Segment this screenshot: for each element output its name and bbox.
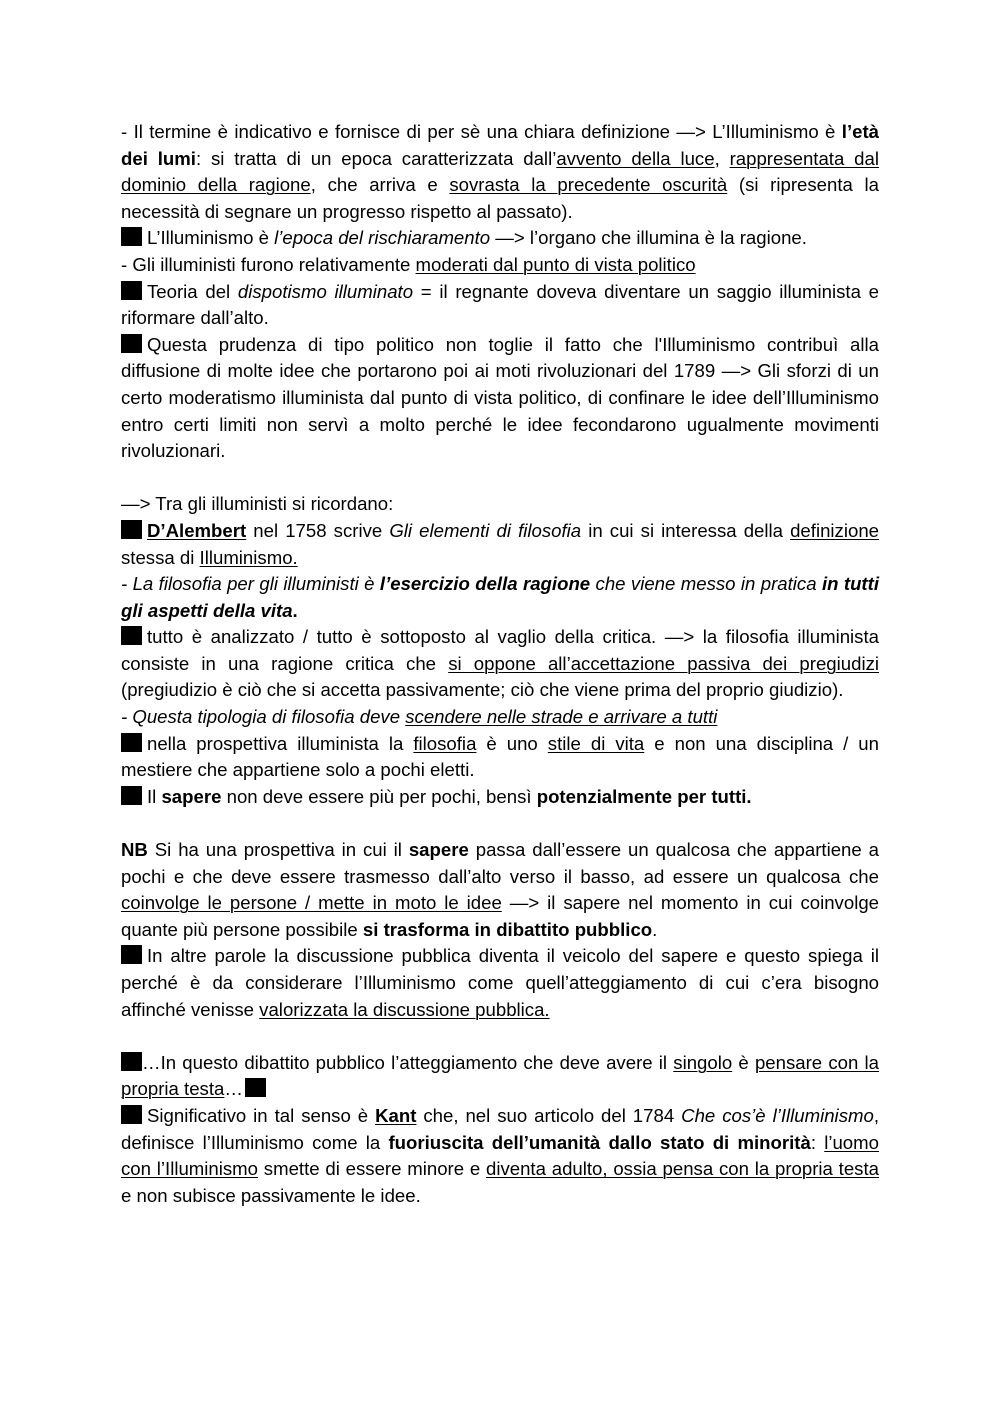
black-square-bullet-icon <box>121 281 142 300</box>
text-run: : <box>810 1131 825 1153</box>
black-square-bullet-icon <box>121 945 142 964</box>
paragraph-tra-illuministi <box>121 491 879 518</box>
paragraph-filosofia-ragione <box>121 571 879 624</box>
black-square-bullet-icon <box>121 227 142 246</box>
bold-text: sapere <box>161 785 222 807</box>
text-run: - Il termine è indicativo e fornisce di per sè una chiara definizione —> L’Illuminismo è <box>121 121 842 142</box>
text-run: e non subisce passivamente le idee. <box>121 1184 421 1206</box>
italic-title: Gli elementi di filosofia <box>389 519 582 541</box>
text-run: nella prospettiva illuminista la <box>147 732 414 754</box>
paragraph-dibattito <box>121 1050 879 1103</box>
underlined-text: stile di vita <box>547 732 645 754</box>
bold-italic-text: l’esercizio della ragione <box>379 573 591 595</box>
text-run: passa dall’essere un qualcosa che appartiene a pochi e che deve essere trasmesso dall’alto verso il basso, ad essere un qualcosa che <box>121 839 879 887</box>
paragraph-nb <box>121 837 879 943</box>
underlined-text: rappresentata dal dominio della ragione <box>121 147 879 196</box>
black-square-bullet-icon <box>121 786 142 805</box>
underlined-text: l’uomo con l’Illuminismo <box>121 1131 879 1180</box>
italic-title: Che cos’è l’Illuminismo <box>681 1104 874 1126</box>
paragraph-prudenza <box>121 332 879 465</box>
text-run: L’Illuminismo è <box>147 227 275 249</box>
paragraph-definizione <box>121 119 879 225</box>
text-run: , che arriva e <box>310 174 450 196</box>
underlined-text: definizione <box>790 519 879 541</box>
text-run: è uno <box>476 732 548 754</box>
text-run: —> l’organo che illumina è la ragione. <box>490 227 807 249</box>
bold-italic-text: in tutti gli aspetti della vita <box>121 573 879 621</box>
paragraph-critica <box>121 624 879 704</box>
underlined-text: diventa adulto, ossia pensa con la propria testa <box>485 1158 879 1180</box>
paragraph-rischiaramento <box>121 225 879 252</box>
bold-underlined-name: D’Alembert <box>147 519 247 541</box>
blank-line <box>121 1023 879 1050</box>
text-run: tutto è analizzato / tutto è sottoposto al vaglio della critica. —> la filosofia illuminista consiste in una ragione critica che <box>121 626 879 674</box>
underlined-text: Illuminismo. <box>199 546 298 568</box>
text-run: smette di essere minore e <box>258 1158 486 1180</box>
text-run: . <box>652 918 658 940</box>
black-square-bullet-icon <box>121 520 142 539</box>
text-run: , <box>714 147 730 169</box>
text-run: stessa di <box>121 546 200 568</box>
italic-text: - Questa tipologia di filosofia deve <box>121 706 406 728</box>
text-run: che, nel suo articolo del 1784 <box>416 1104 682 1126</box>
text-run: Teoria del <box>147 280 238 302</box>
paragraph-stile-di-vita <box>121 731 879 784</box>
underlined-text: pensare con la propria testa <box>121 1051 879 1100</box>
text-run: Il <box>147 785 162 807</box>
text-run: , definisce l’Illuminismo come la <box>121 1104 879 1153</box>
paragraph-dalembert <box>121 518 879 571</box>
text-run: non deve essere più per pochi, bensì <box>221 785 537 807</box>
italic-text: l’epoca del rischiaramento <box>274 227 491 249</box>
text-run: Significativo in tal senso è <box>147 1104 376 1126</box>
text-run: (pregiudizio è ciò che si accetta passivamente; ciò che viene prima del proprio giudizio). <box>121 679 844 701</box>
underlined-text: singolo <box>673 1051 733 1073</box>
underlined-text: avvento della luce <box>556 147 715 169</box>
italic-text: dispotismo illuminato <box>237 280 414 302</box>
underlined-text: valorizzata la discussione pubblica. <box>259 998 550 1020</box>
bold-term: l’età dei lumi <box>121 121 879 169</box>
underlined-text: sovrasta la precedente oscurità <box>449 174 728 196</box>
text-run: —> Tra gli illuministi si ricordano: <box>121 493 394 515</box>
bold-text: . <box>292 599 298 621</box>
underlined-text: filosofia <box>413 732 477 754</box>
paragraph-dispotismo <box>121 279 879 332</box>
text-run: (si ripresenta la necessità di segnare un progresso rispetto al passato). <box>121 174 879 222</box>
underlined-text: coinvolge le persone / mette in moto le idee <box>121 892 502 914</box>
bold-text: potenzialmente per tutti. <box>536 785 752 807</box>
bold-text: NB <box>121 839 148 861</box>
italic-text: - La filosofia per gli illuministi è <box>121 573 380 595</box>
black-square-bullet-icon <box>245 1078 266 1097</box>
paragraph-kant <box>121 1103 879 1209</box>
text-run: Si ha una prospettiva in cui il <box>147 839 409 861</box>
bold-underlined-name: Kant <box>375 1104 417 1126</box>
black-square-bullet-icon <box>121 1105 142 1124</box>
text-run: Questa prudenza di tipo politico non toglie il fatto che l'Illuminismo contribuì alla diffusione di molte idee che portarono poi ai moti rivoluzionari del 1789 —> Gli sforzi di un certo moderatismo illuminista dal punto di vista politico, di confinare le idee dell’Illuminismo entro certi limiti non servì a molto perché le idee fecondarono ugualmente movimenti rivoluzionari. <box>121 333 879 462</box>
bold-text: fuoriuscita dell’umanità dallo stato di minorità <box>388 1131 811 1153</box>
text-run: …In questo dibattito pubblico l’atteggiamento che deve avere il <box>142 1051 674 1073</box>
text-run: nel 1758 scrive <box>246 519 390 541</box>
italic-text: che viene messo in pratica <box>590 573 822 595</box>
text-run: In altre parole la discussione pubblica diventa il veicolo del sapere e questo spiega il perché è da considerare l’Illuminismo come quell’atteggiamento di cui c’era bisogno affinché venisse <box>121 945 879 1020</box>
paragraph-moderati <box>121 252 879 279</box>
text-run: è <box>732 1051 755 1073</box>
text-run: in cui si interessa della <box>581 519 791 541</box>
black-square-bullet-icon <box>121 733 142 752</box>
blank-line <box>121 810 879 837</box>
text-run: … <box>224 1078 243 1100</box>
underlined-text: moderati dal punto di vista politico <box>415 253 696 275</box>
paragraph-tipologia <box>121 704 879 731</box>
black-square-bullet-icon <box>121 1052 142 1071</box>
text-run: —> il sapere nel momento in cui coinvolge quante più persone possibile <box>121 892 880 940</box>
black-square-bullet-icon <box>121 626 142 645</box>
text-run: = il regnante doveva diventare un saggio illuminista e riformare dall’alto. <box>121 280 879 329</box>
bold-text: si trasforma in dibattito pubblico <box>362 918 653 940</box>
underlined-text: si oppone all’accettazione passiva dei pregiudizi <box>448 652 879 674</box>
text-run: e non una disciplina / un mestiere che appartiene solo a pochi eletti. <box>121 732 879 781</box>
black-square-bullet-icon <box>121 334 142 353</box>
paragraph-sapere <box>121 784 879 811</box>
blank-line <box>121 465 879 492</box>
paragraph-discussione-pubblica <box>121 943 879 1023</box>
bold-text: sapere <box>408 839 469 861</box>
text-run: - Gli illuministi furono relativamente <box>121 253 416 275</box>
text-run: : si tratta di un epoca caratterizzata dall’ <box>195 147 557 169</box>
italic-underlined-text: scendere nelle strade e arrivare a tutti <box>405 706 718 728</box>
